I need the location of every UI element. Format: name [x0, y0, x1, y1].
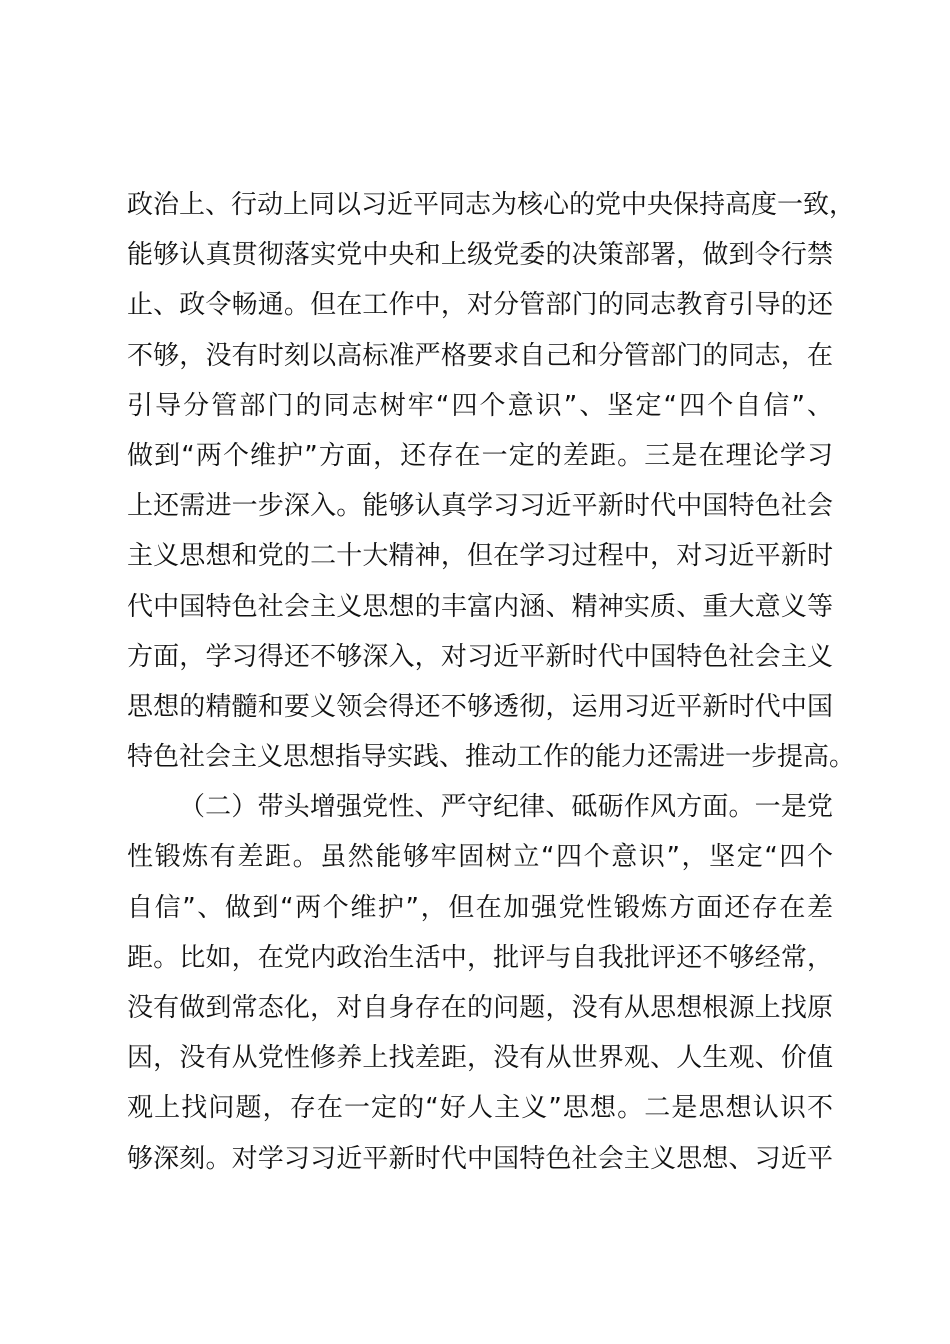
- text-line: 性锻炼有差距。虽然能够牢固树立“四个意识”，坚定“四个: [127, 842, 833, 873]
- text-line: 止、政令畅通。但在工作中，对分管部门的同志教育引导的还: [127, 290, 833, 321]
- text-line: 方面，学习得还不够深入，对习近平新时代中国特色社会主义: [127, 641, 833, 672]
- text-line: 政治上、行动上同以习近平同志为核心的党中央保持高度一致，: [127, 190, 856, 220]
- text-line: 主义思想和党的二十大精神，但在学习过程中，对习近平新时: [127, 541, 833, 572]
- text-line: 不够，没有时刻以高标准严格要求自己和分管部门的同志，在: [127, 340, 833, 371]
- text-line: 代中国特色社会主义思想的丰富内涵、精神实质、重大意义等: [127, 591, 833, 622]
- text-line: 上还需进一步深入。能够认真学习习近平新时代中国特色社会: [127, 491, 833, 522]
- paragraph-heading-line: （二）带头增强党性、严守纪律、砥砺作风方面。一是党: [179, 792, 833, 823]
- text-line: 距。比如，在党内政治生活中，批评与自我批评还不够经常，: [127, 942, 833, 973]
- text-line: 因，没有从党性修养上找差距，没有从世界观、人生观、价值: [127, 1043, 833, 1074]
- body-text: [127, 180, 856, 1184]
- text-line: 做到“两个维护”方面，还存在一定的差距。三是在理论学习: [127, 440, 833, 471]
- text-line: 自信”、做到“两个维护”，但在加强党性锻炼方面还存在差: [127, 892, 833, 923]
- text-line: 没有做到常态化，对自身存在的问题，没有从思想根源上找原: [127, 993, 833, 1023]
- text-line: 引导分管部门的同志树牢“四个意识”、坚定“四个自信”、: [127, 390, 833, 421]
- text-line: 够深刻。对学习习近平新时代中国特色社会主义思想、习近平: [127, 1143, 833, 1174]
- text-line: 观上找问题，存在一定的“好人主义”思想。二是思想认识不: [127, 1093, 833, 1124]
- text-line: 特色社会主义思想指导实践、推动工作的能力还需进一步提高。: [127, 742, 856, 773]
- text-line: 能够认真贯彻落实党中央和上级党委的决策部署，做到令行禁: [127, 240, 833, 271]
- text-line: 思想的精髓和要义领会得还不够透彻，运用习近平新时代中国: [127, 691, 833, 722]
